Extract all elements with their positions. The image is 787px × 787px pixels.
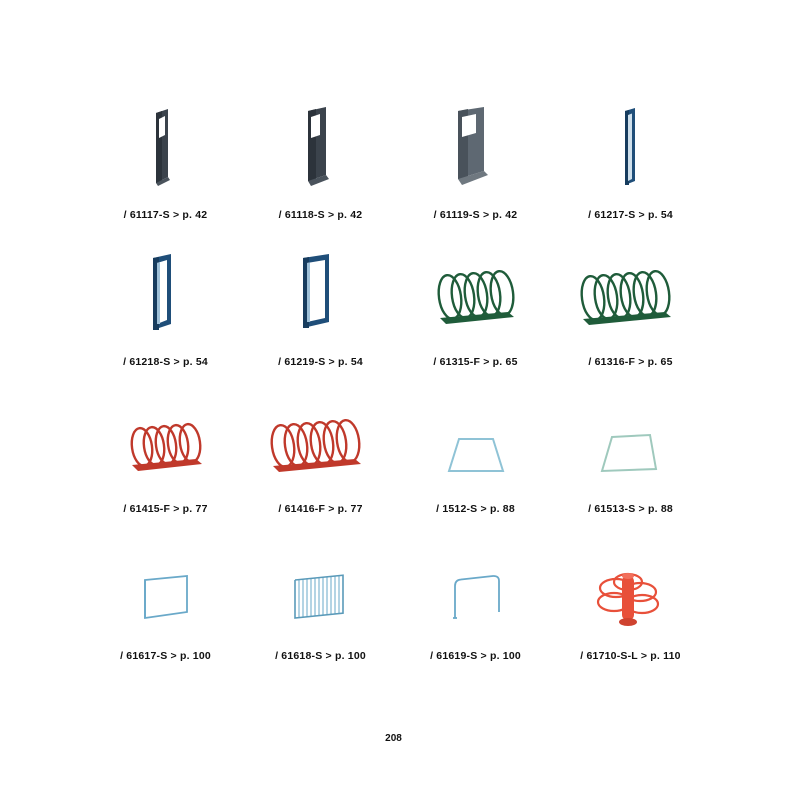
product-caption: / 61117-S > p. 42 — [123, 209, 208, 221]
product-caption: / 61118-S > p. 42 — [278, 209, 363, 221]
product-cell[interactable] — [398, 247, 553, 368]
product-caption: / 61513-S > p. 88 — [588, 503, 673, 515]
product-cell[interactable] — [398, 100, 553, 221]
product-caption: / 61219-S > p. 54 — [278, 356, 363, 368]
bike-rack-arch-icon — [401, 541, 551, 636]
product-cell[interactable] — [88, 394, 243, 515]
product-caption: / 61618-S > p. 100 — [275, 650, 366, 662]
product-cell[interactable] — [88, 247, 243, 368]
bike-rack-spiral-red-6-icon — [246, 394, 396, 489]
product-caption: / 1512-S > p. 88 — [436, 503, 515, 515]
page-number: 208 — [385, 733, 402, 744]
product-row — [88, 100, 708, 221]
product-caption: / 61218-S > p. 54 — [123, 356, 208, 368]
bike-rack-grid-panel-icon — [246, 541, 396, 636]
bike-rack-hoop-blue-medium-icon — [91, 247, 241, 342]
product-row — [88, 541, 708, 662]
product-caption: / 61416-F > p. 77 — [278, 503, 363, 515]
bike-rack-hoop-blue-narrow-icon — [556, 100, 706, 195]
product-cell[interactable] — [88, 100, 243, 221]
bike-rack-panel-dark-medium-icon — [246, 100, 396, 195]
bike-rack-trapezoid-green-icon — [556, 394, 706, 489]
product-cell[interactable] — [398, 541, 553, 662]
product-caption: / 61316-F > p. 65 — [588, 356, 673, 368]
product-caption: / 61710-S-L > p. 110 — [580, 650, 681, 662]
product-cell[interactable] — [553, 394, 708, 515]
product-caption: / 61217-S > p. 54 — [588, 209, 673, 221]
product-caption: / 61619-S > p. 100 — [430, 650, 521, 662]
product-caption: / 61119-S > p. 42 — [433, 209, 518, 221]
product-row — [88, 247, 708, 368]
bike-rack-panel-grey-wide-icon — [401, 100, 551, 195]
product-cell[interactable] — [243, 247, 398, 368]
bike-rack-square-frame-icon — [91, 541, 241, 636]
bike-rack-spiral-green-6-icon — [556, 247, 706, 342]
product-cell[interactable] — [553, 541, 708, 662]
product-caption: / 61415-F > p. 77 — [123, 503, 208, 515]
product-cell[interactable] — [243, 541, 398, 662]
bike-rack-hoop-blue-wide-icon — [246, 247, 396, 342]
bike-rack-carousel-red-icon — [556, 541, 706, 636]
product-caption: / 61617-S > p. 100 — [120, 650, 211, 662]
bike-rack-spiral-red-5-icon — [91, 394, 241, 489]
product-cell[interactable] — [398, 394, 553, 515]
product-cell[interactable] — [553, 247, 708, 368]
product-cell[interactable] — [553, 100, 708, 221]
product-cell[interactable] — [243, 100, 398, 221]
bike-rack-spiral-green-5-icon — [401, 247, 551, 342]
bike-rack-panel-dark-narrow-icon — [91, 100, 241, 195]
product-grid — [88, 100, 708, 688]
product-row — [88, 394, 708, 515]
bike-rack-trapezoid-lightblue-icon — [401, 394, 551, 489]
product-caption: / 61315-F > p. 65 — [433, 356, 518, 368]
product-cell[interactable] — [88, 541, 243, 662]
product-cell[interactable] — [243, 394, 398, 515]
